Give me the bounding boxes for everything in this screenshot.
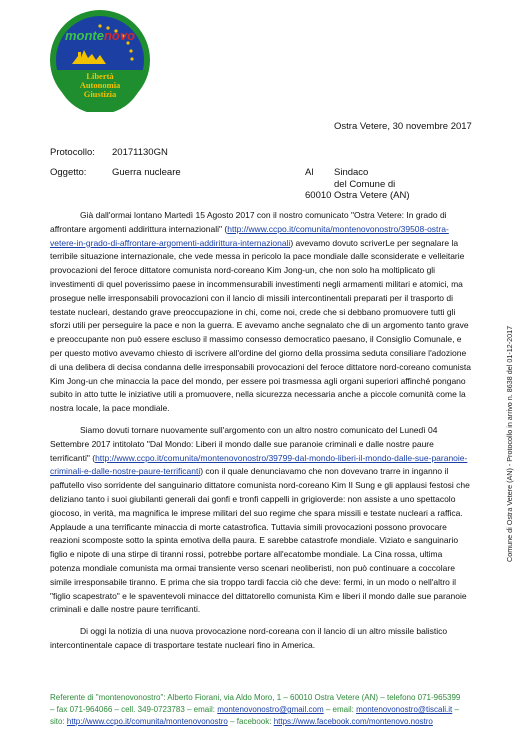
link-communique-2[interactable]: http://www.ccpo.it/comunita/montenovonostro/39799-dal-mondo-liberi-il-mondo-dalle-sue-paranoie-criminali-e-dalle-nostre-paure-terrificanti xyxy=(50,452,468,477)
footer-line-3-a: sito: xyxy=(50,717,67,726)
paragraph-1-text-b: ) avevamo dovuto scriverLe per segnalare la terribile situazione internazionale, che vede messa in pericolo la pace mondiale dalle sconsiderate e velleitarie provocazioni del feroce dittatore comunista nord-coreano Kim Jong-un, che non solo ha moltiplicato gli investimenti di quel poverissimo paese in incommensurabili investimenti negli armamenti militari e atomici, ma prosegue nelle irresponsabili provocazioni con il lancio di missili intercontinentali preparati per il trasporto di testate nucleari, destando grave preoccupazione in chi, come noi, crede che si debbano promuovere tutti gli sforzi utili per perseguire la pace e non la guerra. E avevamo anche segnalato che di un argomento tanto grave e preoccupante non può essere escluso il massimo consesso democratico paesano, il Consiglio Comunale, e per questo motivo avevamo chiesto di iscrivere all'ordine del giorno della prossima seduta consiliare l'adozione di una delibera di decisa condanna delle irresponsabili provocazioni del feroce dittatore nord-coreano comunista Kim Jong-un che minaccia la pace del mondo, per essere poi trasmessa agli organi superiori affinché pongano subito in atto tutte le iniziative utili a promuovere, nella sicurezza necessaria anche a piccole comunità come la nostra locale, la pace mondiale. xyxy=(50,237,472,414)
paragraph-1-text-a: Già dall'ormai lontano Martedì 15 Agosto 2017 con il nostro comunicato "Ostra Vetere: In grado di affrontare argomenti addirittura internazionali" ( xyxy=(50,210,447,234)
addr-cap: 60010 xyxy=(305,190,332,201)
logo-line-3: Giustizia xyxy=(83,89,117,99)
logo-line-1: Libertà xyxy=(86,71,114,81)
svg-text:montenovo xyxy=(65,28,135,43)
addr-line-1: Sindaco xyxy=(334,167,369,178)
place-date: Ostra Vetere, 30 novembre 2017 xyxy=(334,121,472,132)
subject-label: Oggetto: xyxy=(50,167,87,178)
footer-contacts xyxy=(50,692,480,728)
paragraph-1 xyxy=(50,209,473,416)
subject-value: Guerra nucleare xyxy=(112,167,181,178)
protocol-label: Protocollo: xyxy=(50,147,95,158)
logo-line-2: Autonomia xyxy=(79,80,121,90)
footer-line-3-b: – facebook: xyxy=(227,717,274,726)
footer-line-2-a: – fax 071-964066 – cell. 349-0723783 – email: xyxy=(50,705,218,714)
logo-word-1: monte xyxy=(64,28,104,43)
email-link-gmail[interactable]: montenovonostro@gmail.com xyxy=(217,705,324,714)
protocol-stamp-wrapper xyxy=(505,325,530,571)
footer-line-2 xyxy=(50,704,480,716)
footer-line-3 xyxy=(50,716,480,728)
recipient-address xyxy=(305,167,410,202)
site-link[interactable]: http://www.ccpo.it/comunita/montenovonostro xyxy=(66,717,228,726)
paragraph-2-text-b: ) con il quale denunciavamo che non dovevano trarre in inganno il paffutello viso sorridente del sanguinario dittatore comunista nord-coreano Kim Il Sung e gli applausi festosi che deliziano tanto i suoi giubilanti generali dai gonfi e tronfi cappelli in grigioverde: non assiste a uno spettacolo giocoso, in verità, ma magnifica le imprese militari del suo regime che spara missili e testate nucleari a raffica. Applaude a una terrificante minaccia di morte catastrofica. Tuttavia simili provocazioni possono provocare reazioni scomposte sotto la spinta emotiva della paura. E sarebbe catastrofe mondiale. Viziato e sanguinario figlio e nipote di una stirpe di tiranni rossi, potrebbe portare all'ecatombe mondiale. La Cina rossa, ultima potenza mondiale comunista ma ormai transiente verso scenari neoliberisti, non può continuare a coccolare simile irresponsabile tiranno. E prima che sia troppo tardi faccia ciò che deve: fermi, in un modo o nell'altro il "figlio scapestrato" e le spaventevoli minacce del dittatorello comunista Kim e liberi il mondo dalle sue paranoie criminali e dalle nostre paure terrificanti. xyxy=(50,466,470,615)
protocol-stamp: Comune di Ostra Vetere (AN) - Protocollo in arrivo n. 8638 del 01-12-2017 xyxy=(505,325,514,562)
footer-line-1: Referente di "montenovonostro": Alberto Fiorani, via Aldo Moro, 1 – 60010 Ostra Vetere (AN) – telefono 071-965399 xyxy=(50,693,461,702)
addr-line-3: Ostra Vetere (AN) xyxy=(334,190,410,201)
email-link-tiscali[interactable]: montenovonostro@tiscali.it xyxy=(356,705,453,714)
link-communique-1[interactable]: http://www.ccpo.it/comunita/montenovonostro/39508-ostra-vetere-in-grado-di-affrontare-argomenti-addirittura-internazionali xyxy=(50,223,449,248)
paragraph-3: Di oggi la notizia di una nuova provocazione nord-coreana con il lancio di un altro missile balistico intercontinentale capace di trasportare testate nucleari fino in America. xyxy=(50,626,448,650)
footer-line-2-b: – email: xyxy=(323,705,357,714)
letter-body xyxy=(50,209,473,661)
logo-word-2: novo xyxy=(103,28,136,43)
addr-line-2: del Comune di xyxy=(334,178,396,190)
protocol-value: 20171130GN xyxy=(112,147,168,158)
paragraph-2-text-a: Siamo dovuti tornare nuovamente sull'argomento con un altro nostro comunicato del Lunedì 04 Settembre 2017 intitolato "Dal Mondo: Liberi il mondo dalle sue paranoie criminali e dalle nostre paure terrificanti" ( xyxy=(50,424,438,463)
paragraph-2 xyxy=(50,424,473,617)
addr-al: Al xyxy=(305,167,314,178)
facebook-link[interactable]: https://www.facebook.com/montenovo.nostro xyxy=(273,717,433,726)
party-logo xyxy=(48,8,152,112)
footer-line-2-c: – xyxy=(452,705,459,714)
